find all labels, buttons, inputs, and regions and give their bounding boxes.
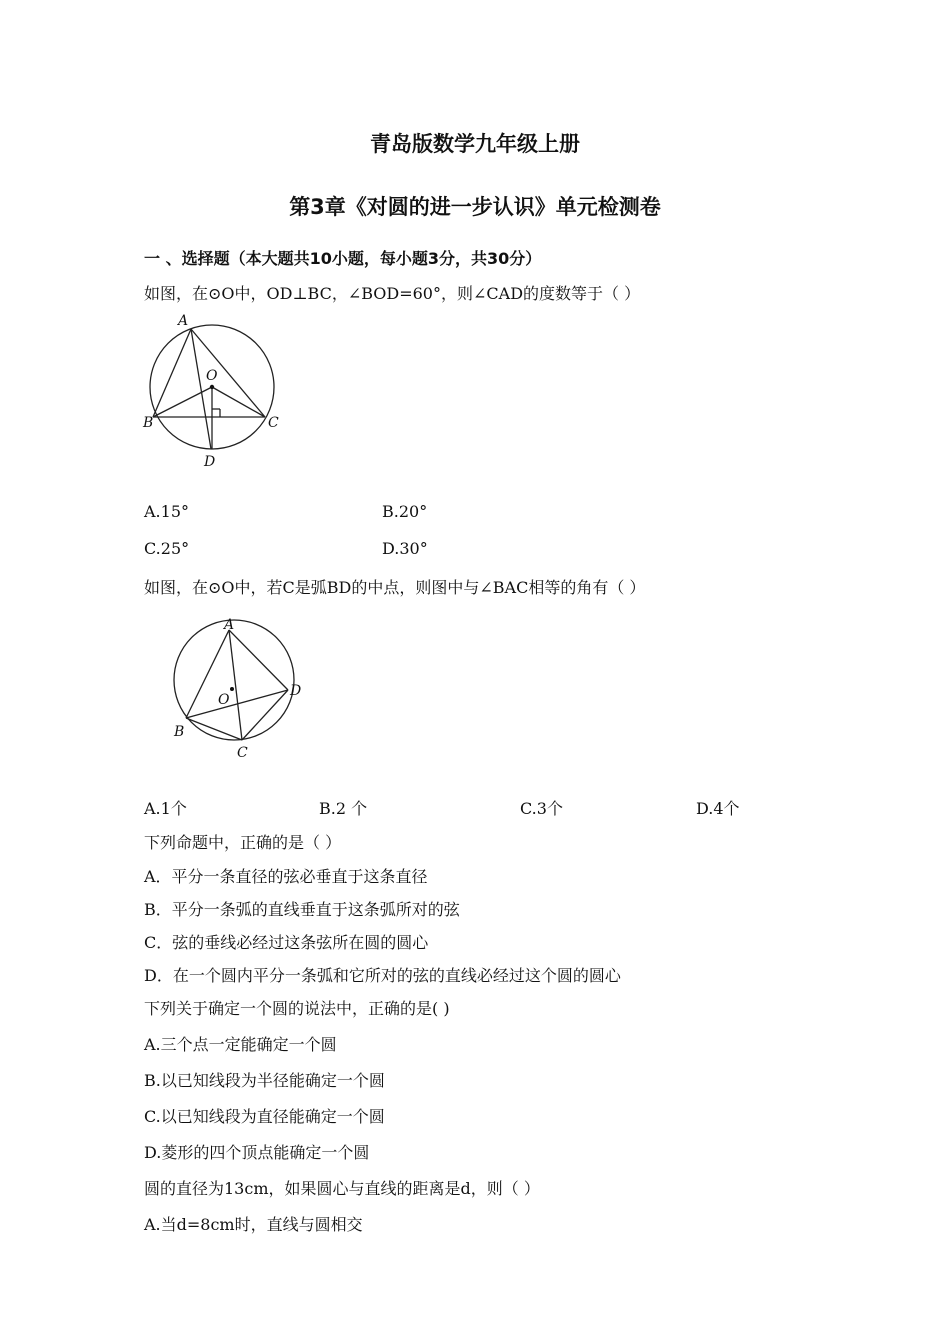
chord-ac (229, 630, 242, 740)
section-heading: 一 、选择题（本大题共10小题，每小题3分，共30分） (144, 249, 542, 268)
label-d: D (290, 683, 302, 699)
chord-ab (153, 329, 191, 417)
label-o: O (218, 692, 230, 708)
label-b: B (174, 724, 185, 740)
question-2-stem: 如图，在⊙O中，若C是弧BD的中点，则图中与∠BAC相等的角有（ ） (144, 578, 646, 597)
label-b: B (143, 415, 154, 431)
question-3-stem: 下列命题中，正确的是（ ） (144, 833, 342, 852)
question-2-figure (166, 614, 316, 764)
label-a: A (178, 313, 189, 329)
chord-cd (242, 690, 288, 740)
question-5-stem: 圆的直径为13cm，如果圆心与直线的距离是d，则（ ） (144, 1179, 540, 1198)
question-1-option-c: C.25° (144, 539, 190, 558)
label-d: D (204, 454, 216, 470)
document-title: 青岛版数学九年级上册 (370, 132, 580, 156)
question-1-option-b: B.20° (382, 502, 428, 521)
question-3-option-a: A．平分一条直径的弦必垂直于这条直径 (144, 867, 428, 886)
label-c: C (237, 745, 248, 761)
question-3-option-d: D．在一个圆内平分一条弧和它所对的弦的直线必经过这个圆的圆心 (144, 966, 621, 985)
question-1-figure (140, 312, 290, 472)
question-4-option-c: C.以已知线段为直径能确定一个圆 (144, 1107, 385, 1126)
question-1-stem: 如图，在⊙O中，OD⊥BC，∠BOD=60°，则∠CAD的度数等于（ ） (144, 284, 641, 303)
question-2-option-c: C.3个 (520, 799, 563, 818)
question-2-option-a: A.1个 (144, 799, 187, 818)
question-2-option-d: D.4个 (696, 799, 740, 818)
question-5-option-a: A.当d=8cm时，直线与圆相交 (144, 1215, 363, 1234)
label-o: O (206, 368, 218, 384)
question-1-option-a: A.15° (144, 502, 189, 521)
question-4-option-a: A.三个点一定能确定一个圆 (144, 1035, 337, 1054)
label-c: C (268, 415, 279, 431)
question-1-option-d: D.30° (382, 539, 428, 558)
question-2-option-b: B.2 个 (319, 799, 368, 818)
center-dot-o (230, 687, 234, 691)
document-subtitle: 第3章《对圆的进一步认识》单元检测卷 (289, 195, 661, 219)
question-4-stem: 下列关于确定一个圆的说法中，正确的是( ) (144, 999, 450, 1018)
label-a: A (224, 617, 235, 633)
center-dot-o (210, 385, 214, 389)
circle-o (174, 620, 294, 740)
question-3-option-c: C．弦的垂线必经过这条弦所在圆的圆心 (144, 933, 429, 952)
question-3-option-b: B．平分一条弧的直线垂直于这条弧所对的弦 (144, 900, 460, 919)
question-4-option-d: D.菱形的四个顶点能确定一个圆 (144, 1143, 370, 1162)
chord-ac (191, 329, 265, 417)
question-4-option-b: B.以已知线段为半径能确定一个圆 (144, 1071, 385, 1090)
chord-ad (229, 630, 288, 690)
